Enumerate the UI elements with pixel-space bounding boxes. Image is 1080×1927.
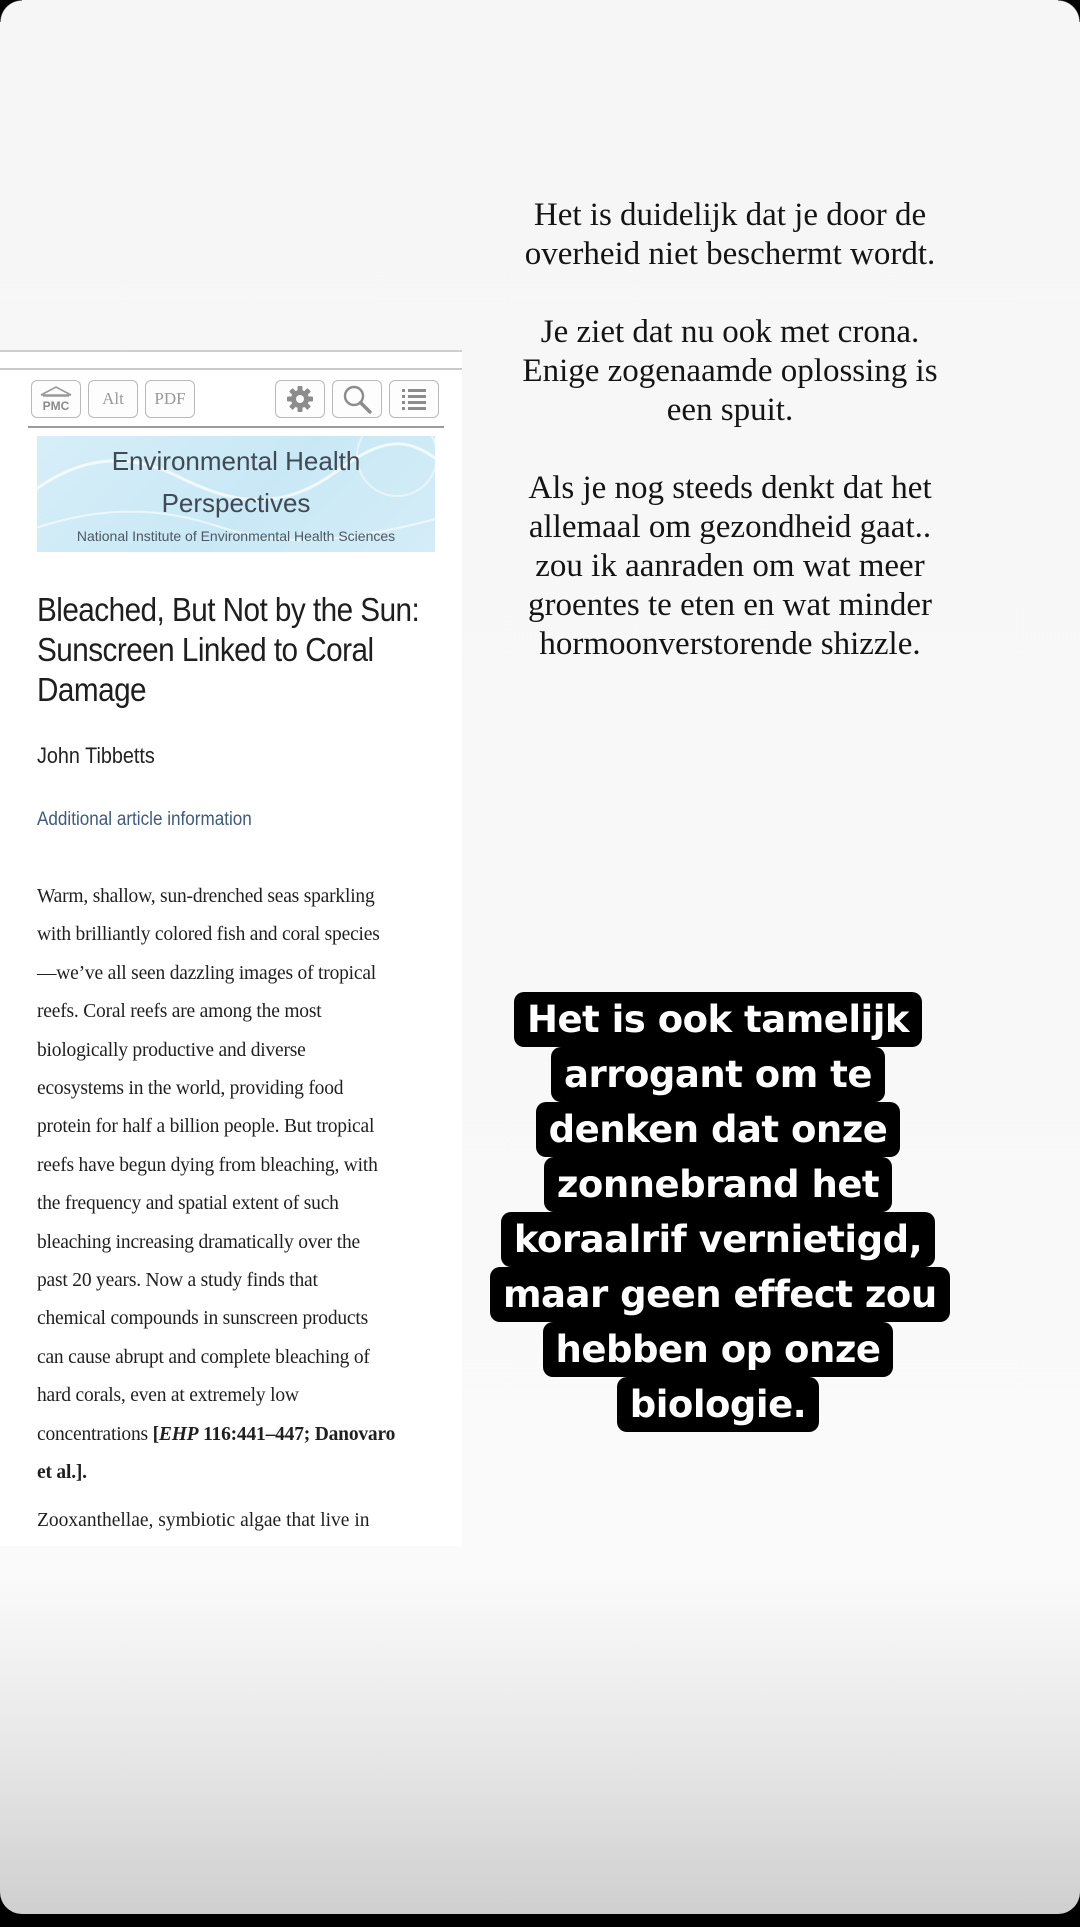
article-body (37, 878, 449, 1493)
divider (0, 350, 462, 352)
body-line: the frequency and spatial extent of such (37, 1193, 339, 1215)
body-line: reefs have begun dying from bleaching, with (37, 1154, 378, 1176)
frame-corner (1058, 0, 1080, 22)
body-line: past 20 years. Now a study finds that (37, 1270, 318, 1292)
pdf-button[interactable] (145, 380, 195, 418)
toolbar-divider (28, 426, 444, 428)
citation-reference[interactable]: 116:441–447; Danovaro (198, 1423, 396, 1445)
pmc-button[interactable] (31, 380, 81, 418)
body-line: reefs. Coral reefs are among the most (37, 1001, 322, 1023)
sticker-line: arrogant om te (551, 1047, 885, 1102)
journal-banner[interactable] (37, 436, 435, 552)
caption-paragraph: Als je nog steeds denkt dat het allemaal om gezondheid gaat.. zou ik aanraden om wat meer groentes te eten en wat minder hormoonverstorende shizzle. (527, 470, 933, 662)
sticker-line: koraalrif vernietigd, (501, 1212, 935, 1267)
pmc-icon (37, 384, 75, 414)
article-title: Bleached, But Not by the Sun: Sunscreen Linked to Coral Damage (37, 591, 420, 708)
citation-bracket: [ (152, 1423, 159, 1445)
article-author[interactable]: John Tibbetts (37, 743, 155, 768)
sticker-line: biologie. (617, 1377, 820, 1432)
caption-paragraph: Je ziet dat nu ook met crona. Enige zogenaamde oplossing is een spuit. (522, 314, 938, 428)
pdf-label: PDF (154, 389, 186, 408)
caption-paragraph: Het is duidelijk dat je door de overheid niet beschermt wordt. (524, 197, 936, 272)
divider (0, 368, 462, 370)
frame-corner (0, 0, 22, 22)
body-line: Warm, shallow, sun-drenched seas sparkling (37, 886, 375, 907)
body-line: protein for half a billion people. But tropical (37, 1116, 375, 1138)
sticker-line: denken dat onze (536, 1102, 901, 1157)
citation-bracket: ]. (75, 1462, 87, 1484)
body-line: hard corals, even at extremely low (37, 1385, 299, 1407)
svg-text:PMC: PMC (42, 399, 70, 413)
sticker-line: zonnebrand het (544, 1157, 892, 1212)
body-line: chemical compounds in sunscreen products (37, 1308, 368, 1330)
body-line: with brilliantly colored fish and coral species (37, 924, 380, 946)
list-icon (400, 386, 428, 412)
sticker-line: Het is ook tamelijk (514, 992, 922, 1047)
citation-prefix: concentrations (37, 1423, 153, 1445)
body-line: biologically productive and diverse (37, 1039, 306, 1061)
sticker-line: maar geen effect zou (490, 1267, 950, 1322)
contents-button[interactable] (389, 380, 439, 418)
alt-label: Alt (102, 389, 124, 408)
search-icon (341, 383, 373, 415)
alt-button[interactable] (88, 380, 138, 418)
settings-button[interactable] (275, 380, 325, 418)
story-caption (510, 196, 950, 703)
highlight-text-sticker (490, 992, 946, 1432)
sticker-line: hebben op onze (543, 1322, 894, 1377)
banner-title-line1: Environmental Health (111, 446, 361, 476)
article-toolbar (28, 380, 444, 424)
next-paragraph: Zooxanthellae, symbiotic algae that live in (37, 1510, 370, 1531)
body-line: can cause abrupt and complete bleaching of (37, 1346, 370, 1368)
citation-line (37, 1416, 449, 1454)
citation-line (37, 1454, 449, 1492)
body-line: ecosystems in the world, providing food (37, 1078, 344, 1100)
banner-subtitle: National Institute of Environmental Health Sciences (76, 528, 396, 544)
gear-icon (285, 384, 315, 414)
article-screenshot (0, 350, 462, 1546)
citation-tail[interactable]: et al. (37, 1462, 76, 1484)
body-line: bleaching increasing dramatically over the (37, 1231, 360, 1253)
body-line: —we’ve all seen dazzling images of tropical (37, 962, 377, 984)
search-button[interactable] (332, 380, 382, 418)
banner-title-line2: Perspectives (161, 488, 311, 518)
additional-info-link[interactable]: Additional article information (37, 809, 252, 830)
citation-journal[interactable]: EHP (158, 1423, 199, 1445)
